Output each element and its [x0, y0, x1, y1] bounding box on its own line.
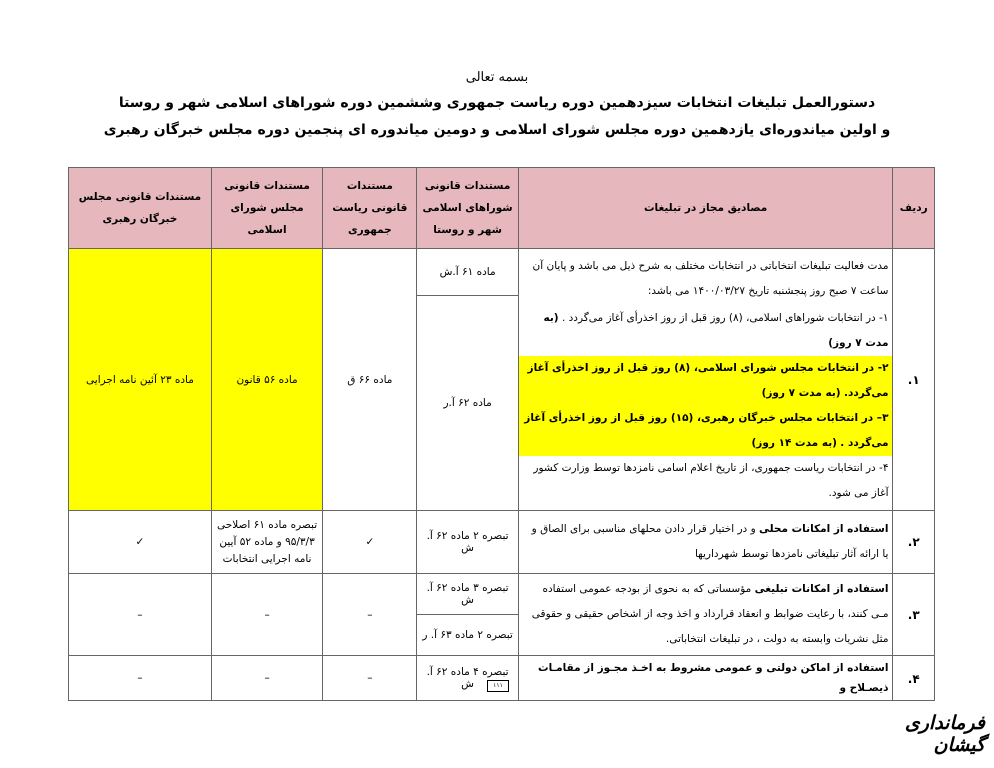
- header-khobregan: مستندات قانونی مجلس خبرگان رهبری: [69, 168, 212, 249]
- row1-item1: [519, 306, 893, 356]
- row1-item1-text: ۱- در انتخابات شوراهای اسلامی، (۸) روز قبل از روز اخذرأی آغاز می‌گردد .: [561, 311, 889, 324]
- row-number: ۲.: [893, 511, 935, 574]
- table-row: [69, 511, 935, 574]
- row2-bold-text: استفاده از امکانات محلی: [759, 523, 889, 535]
- row1-majlis: ماده ۵۶ قانون: [211, 249, 322, 511]
- table-row: [69, 574, 935, 615]
- row1-khobregan: ماده ۲۳ آئین نامه اجرایی: [69, 249, 212, 511]
- row4-khobregan: –: [69, 656, 212, 701]
- header-shura: مستندات قانونی شوراهای اسلامی شهر و روستا: [417, 168, 518, 249]
- row1-intro: مدت فعالیت تبلیغات انتخاباتی در انتخابات مختلف به شرح ذیل می باشد و پایان آن ساعت ۷ صبح روز پنجشنبه تاریخ ۱۴۰۰/۰۳/۲۷ می باشد:: [532, 259, 889, 297]
- row3-shura-b: تبصره ۲ ماده ۶۳ آ. ر: [417, 615, 518, 656]
- row3-khobregan: –: [69, 574, 212, 656]
- row3-description: [518, 574, 893, 656]
- row-number: ۳.: [893, 574, 935, 656]
- row-description: [518, 249, 893, 511]
- document-title-line2: و اولین میاندوره‌ای یازدهمین دوره مجلس شورای اسلامی و دومین میاندوره ای پنجمین دوره مجلس خبرگان رهبری: [103, 122, 891, 138]
- table-header-row: [69, 168, 935, 249]
- row3-text: مؤسساتی که به نحوی از بودجه عمومی استفاده مـی کنند، با رعایت ضوابط و انعقاد قرارداد و اخذ وجه از اشخاص حقیقی و حقوقی مثل نشریات وابسته به دولت ، در تبلیغات انتخاباتی.: [531, 583, 889, 645]
- governorate-logo: فرمانداری گیشان: [904, 712, 985, 756]
- row2-description: [518, 511, 893, 574]
- row4-shura: تبصره ۴ ماده ۶۲ آ. ش: [417, 656, 518, 701]
- row-number: ۴.: [893, 656, 935, 701]
- row-number: ۱.: [893, 249, 935, 511]
- table-row: [69, 249, 935, 296]
- row1-item3-text: ۳– در انتخابات مجلس خبرگان رهبری، (۱۵) روز قبل از روز اخذرأی آغاز می‌گردد .: [524, 411, 889, 449]
- row2-khobregan: ✓: [69, 511, 212, 574]
- row4-description: [518, 656, 893, 701]
- row1-item4: ۴- در انتخابات ریاست جمهوری، از تاریخ اعلام اسامی نامزدها توسط وزارت کشور آغاز می شود.: [533, 461, 889, 499]
- regulations-table: [68, 167, 935, 701]
- row4-bold-text: استفاده از اماکن دولتی و عمومی: [714, 662, 889, 674]
- row4-riasat: –: [323, 656, 417, 701]
- row1-item1-duration: (به مدت ۷ روز): [543, 311, 889, 349]
- header-masadiq: مصادیق مجاز در تبلیغات: [518, 168, 893, 249]
- row2-text: و در اختیار قرار دادن محلهای مناسبی برای الصاق و یا ارائه آثار تبلیغاتی نامزدها توسط شهرداریها: [531, 523, 889, 560]
- row1-item2-text: ۲- در انتخابات مجلس شورای اسلامی، (۸) روز قبل از روز اخذرأی آغاز می‌گردد.: [527, 361, 889, 399]
- row1-shura-b: ماده ۶۲ آ.ر: [417, 296, 518, 511]
- row4-text: مشروط به اخـذ مجـوز از مقامـات ذیصـلاح و: [538, 662, 889, 694]
- row2-shura: تبصره ۲ ماده ۶۲ آ. ش: [417, 511, 518, 574]
- row3-majlis: –: [211, 574, 322, 656]
- row1-item3: [519, 406, 893, 456]
- table-row: [69, 656, 935, 701]
- row3-shura-a: تبصره ۳ ماده ۶۲ آ. ش: [417, 574, 518, 615]
- row2-riasat: ✓: [323, 511, 417, 574]
- document-title-line1: دستورالعمل تبلیغات انتخابات سیزدهمین دوره ریاست جمهوری وششمین دوره شوراهای اسلامی شهر و روستا: [118, 95, 876, 111]
- header-radif: ردیف: [893, 168, 935, 249]
- row1-item2: [519, 356, 893, 406]
- bismillah: بسمه تعالی: [465, 70, 529, 85]
- row4-majlis: –: [211, 656, 322, 701]
- row3-riasat: –: [323, 574, 417, 656]
- row1-shura-a: ماده ۶۱ آ.ش: [417, 249, 518, 296]
- row2-majlis: تبصره ماده ۶۱ اصلاحی ۹۵/۳/۳ و ماده ۵۲ آیین نامه اجرایی انتخابات: [211, 511, 322, 574]
- page-marker: ۱۱۱: [487, 680, 509, 692]
- header-majlis: مستندات قانونی مجلس شورای اسلامی: [211, 168, 322, 249]
- row1-item3-duration: (به مدت ۱۴ روز): [751, 436, 837, 449]
- row1-riasat: ماده ۶۶ ق: [323, 249, 417, 511]
- header-riasat: مستندات قانونی ریاست جمهوری: [323, 168, 417, 249]
- row1-item2-duration: (به مدت ۷ روز): [761, 386, 841, 399]
- row3-bold-text: استفاده از امکانات تبلیغی: [754, 583, 889, 595]
